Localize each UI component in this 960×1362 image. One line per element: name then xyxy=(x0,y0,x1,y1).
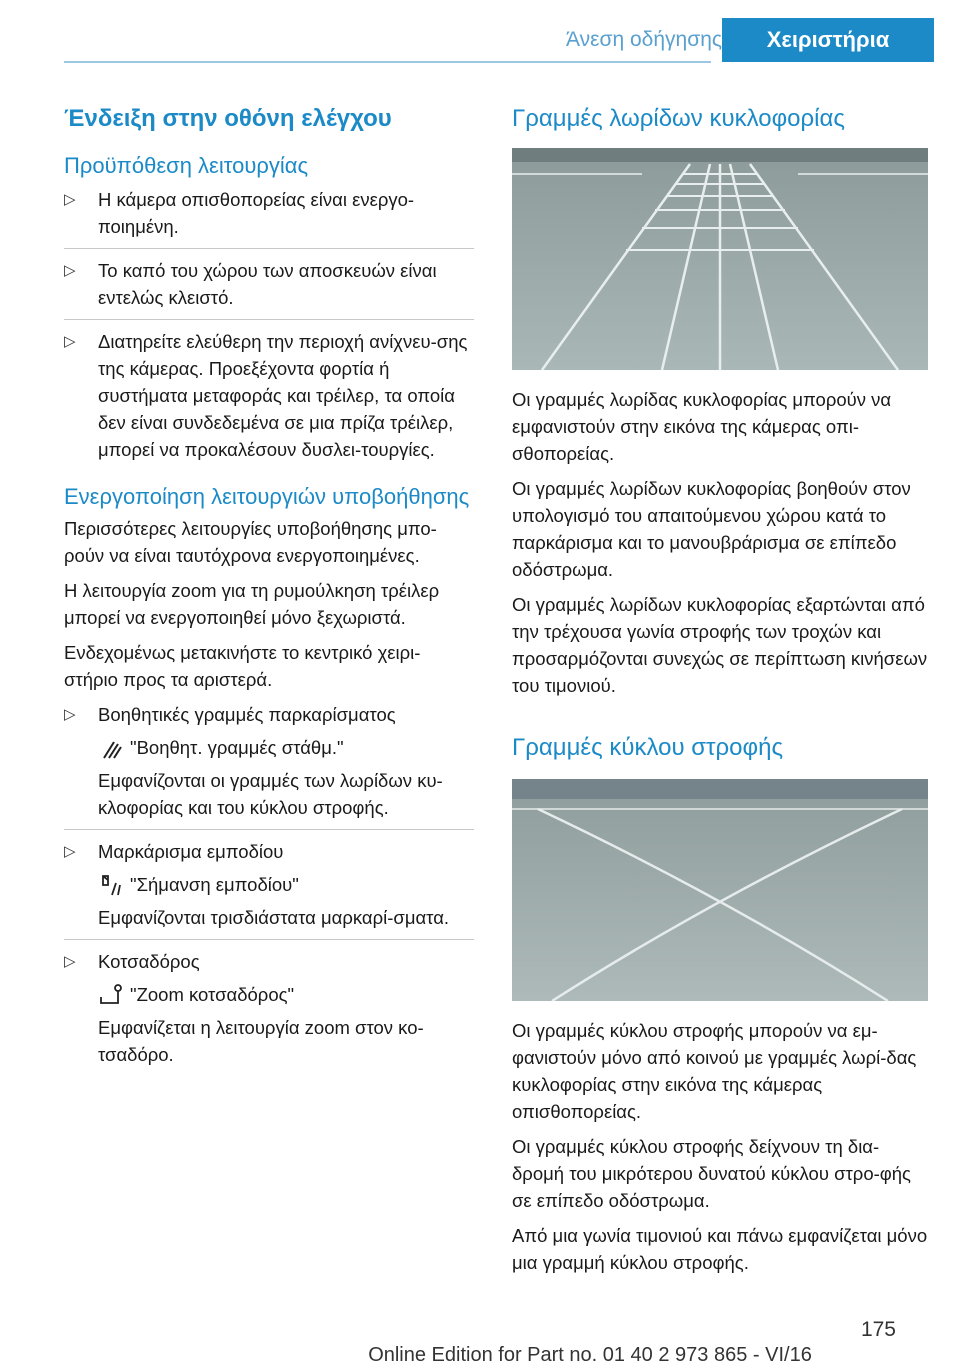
prereq-item-2: ▷ Το καπό του χώρου των αποσκευών είναι εντελώς κλειστό. xyxy=(64,257,474,311)
prereq-item-1: ▷ Η κάμερα οπισθοπορείας είναι ενεργο-ποιημένη. xyxy=(64,186,474,240)
turning-circle-image xyxy=(512,779,928,1001)
right-column xyxy=(512,104,928,1276)
function-button-label: "Βοηθητ. γραμμές στάθμ." xyxy=(130,737,344,758)
assist-heading: Ενεργοποίηση λειτουργιών υποβοήθησης xyxy=(64,484,470,509)
left-column xyxy=(64,104,474,1068)
edition-note: Online Edition for Part no. 01 40 2 973 865 - VI/16 xyxy=(368,1344,812,1362)
function-item-parking-lines: ▷ Βοηθητικές γραμμές παρκαρίσματος "Βοηθητ. γραμμές στάθμ." Εμφανίζονται οι γραμμές των λωρίδων κυ-κλοφορίας και του κύκλου στροφής. xyxy=(64,701,474,821)
divider xyxy=(64,829,474,830)
obstacle-marking-icon xyxy=(98,873,124,897)
paragraph: Ενδεχομένως μετακινήστε το κεντρικό χειρι-στήριο προς τα αριστερά. xyxy=(64,642,421,690)
function-button-label: "Zoom κοτσαδόρος" xyxy=(130,984,295,1005)
paragraph: Η λειτουργία zoom για τη ρυμούλκηση τρέιλερ μπορεί να ενεργοποιηθεί μόνο ξεχωριστά. xyxy=(64,580,440,628)
paragraph: Οι γραμμές λωρίδας κυκλοφορίας μπορούν να εμφανιστούν στην εικόνα της κάμερας οπι-σθοπορείας. xyxy=(512,389,892,464)
paragraph: Περισσότερες λειτουργίες υποβοήθησης μπο-ρούν να είναι ταυτόχρονα ενεργοποιημένες. xyxy=(64,518,437,566)
circle-heading: Γραμμές κύκλου στροφής xyxy=(512,734,784,761)
header-rule xyxy=(64,61,711,63)
page-header xyxy=(0,0,960,62)
parking-lines-icon xyxy=(98,736,124,760)
function-button-label: "Σήμανση εμποδίου" xyxy=(130,874,299,895)
function-description: Εμφανίζονται οι γραμμές των λωρίδων κυ-κλοφορίας και του κύκλου στροφής. xyxy=(98,770,443,818)
section-heading: Ένδειξη στην οθόνη ελέγχου xyxy=(64,105,392,132)
lanes-heading: Γραμμές λωρίδων κυκλοφορίας xyxy=(512,105,845,132)
page-number: 175 xyxy=(860,1318,896,1341)
divider xyxy=(64,939,474,940)
chapter-tab: Χειριστήρια xyxy=(722,18,934,62)
section-title: Άνεση οδήγησης xyxy=(566,28,722,51)
prereq-item-3: ▷ Διατηρείτε ελεύθερη την περιοχή ανίχνευ-σης της κάμερας. Προεξέχοντα φορτία ή συστήματα μεταφοράς και τρέιλερ, τα οποία δεν είναι συνδεδεμένα σε μια πρίζα τρέιλερ, μπορεί να προκαλέσουν δυσλει-τουργίες. xyxy=(64,328,474,463)
function-description: Εμφανίζεται η λειτουργία zoom στον κο-τσαδόρο. xyxy=(98,1017,424,1065)
divider xyxy=(64,319,474,320)
prereq-heading: Προϋπόθεση λειτουργίας xyxy=(64,153,309,178)
trailer-hitch-icon xyxy=(98,983,124,1007)
paragraph: Από μια γωνία τιμονιού και πάνω εμφανίζεται μόνο μια γραμμή κύκλου στροφής. xyxy=(512,1225,928,1273)
paragraph: Οι γραμμές κύκλου στροφής μπορούν να εμ-φανιστούν μόνο από κοινού με γραμμές λωρί-δας κυκλοφορίας στην εικόνα της κάμερας οπισθοπορείας. xyxy=(512,1020,917,1122)
function-description: Εμφανίζονται τρισδιάστατα μαρκαρί-σματα. xyxy=(98,907,450,928)
prereq-list xyxy=(64,186,474,463)
function-list xyxy=(64,701,474,1068)
paragraph: Οι γραμμές κύκλου στροφής δείχνουν τη δια-δρομή του μικρότερου δυνατού κύκλου στρο-φής σε επίπεδο οδόστρωμα. xyxy=(512,1136,911,1211)
paragraph: Οι γραμμές λωρίδων κυκλοφορίας εξαρτώνται από την τρέχουσα γωνία στροφής των τροχών και προσαρμόζονται συνεχώς σε περίπτωση κινήσεων του τιμονιού. xyxy=(512,594,928,696)
function-item-hitch: ▷ Κοτσαδόρος "Zoom κοτσαδόρος" Εμφανίζεται η λειτουργία zoom στον κο-τσαδόρο. xyxy=(64,948,474,1068)
function-item-obstacle: ▷ Μαρκάρισμα εμποδίου "Σήμανση εμποδίου" Εμφανίζονται τρισδιάστατα μαρκαρί-σματα. xyxy=(64,838,474,931)
divider xyxy=(64,248,474,249)
lane-lines-image xyxy=(512,148,928,370)
paragraph: Οι γραμμές λωρίδων κυκλοφορίας βοηθούν στον υπολογισμό του απαιτούμενου χώρου κατά το παρκάρισμα και το μανουβράρισμα σε επίπεδο οδόστρωμα. xyxy=(512,478,911,580)
